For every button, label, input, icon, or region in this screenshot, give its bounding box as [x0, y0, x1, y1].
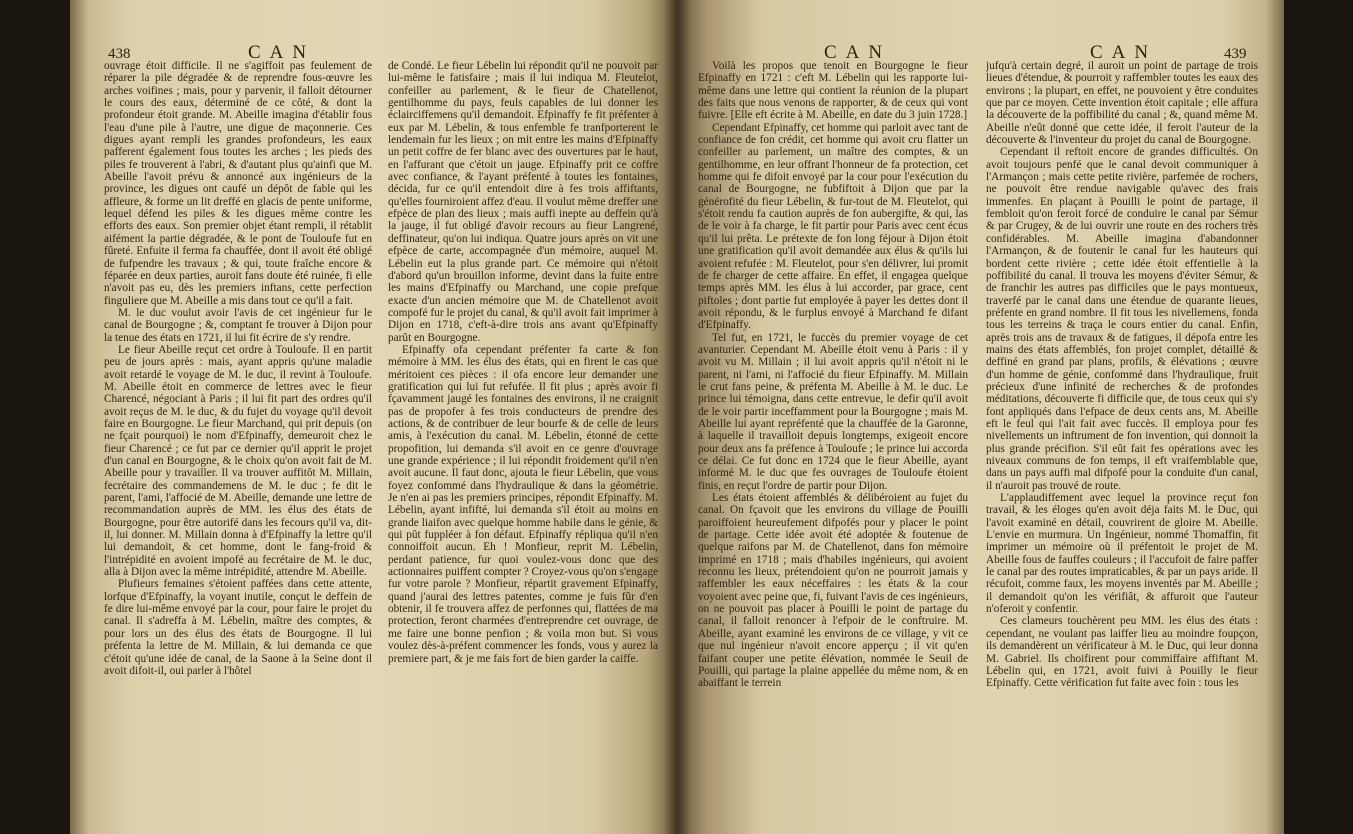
- background-right: [1284, 0, 1353, 834]
- paragraph: jufqu'à certain degré, il auroit un point de partage de trois lieues d'étendue, & pourroit y raffembler toutes les eaux des environs ; la plupart, en effet, ne pouvoient y être conduites que par ce moyen. Cette invention étoit capitale ; elle affura la découverte de la poffibilité du canal ; &, quand même M. Abeille n'eût donné que cette idée, il feroit l'auteur de la découverte & l'inventeur du projet du canal de Bourgogne.: [986, 60, 1258, 147]
- paragraph: Cependant Efpinaffy, cet homme qui parloit avec tant de confiance de fon crédit, cet homme qui avoit cru flatter un confeiller au parlement, un maître des comptes, & un gentilhomme, en leur offrant l'honneur de fa protection, cet homme qui fe difoit envoyé par la cour pour l'exécution du canal de Bourgogne, ne fubfiftoit à Dijon que par la générofité du fieur Lébelin, & fur-tout de M. Fleutelot, qui s'étoit rendu fa caution auprès de fon aubergifte, & qui, las de le voir à fa charge, le fit partir pour Paris avec cent écus qu'il lui prêta. Le prétexte de fon long féjour à Dijon étoit une gratification qu'il avoit demandée aux élus & qu'ils lui avoient refufée : M. Fleutelot, pour s'en délivrer, lui promit de fe charger de cette affaire. En effet, il engagea quelque temps après MM. les élus à lui accorder, par grace, cent piftoles ; dont partie fut employée à payer les dettes dont il avoit répondu, & le furplus envoyé à Marchand fe difant d'Efpinaffy.: [698, 121, 968, 332]
- paragraph: L'applaudiffement avec lequel la province reçut fon travail, & les éloges qu'en avoit déja faits M. le Duc, qui l'avoit examiné en détail, couvrirent de gloire M. Abeille. L'envie en murmura. Un Ingénieur, nommé Thomaffin, fit imprimer un mémoire où il préfentoit le projet de M. Abeille fous de fauffes couleurs ; il l'accufoit de faire paffer le canal par des routes impraticables, & par un pays aride. Il récufoit, comme faux, les moyens inventés par M. Abeille ; il demandoit qu'on les vérifiât, & affuroit que l'auteur n'oferoit y confentir.: [986, 492, 1258, 616]
- left-column-2: [388, 60, 658, 824]
- paragraph: ouvrage étoit difficile. Il ne s'agiffoit pas feulement de réparer la pile dégradée & de reprendre fous-œuvre les arches voifines ; mais, pour y parvenir, il falloit détourner le cours des eaux, déterminé de ce côté, & dont la profondeur étoit grande. M. Abeille imagina d'établir fous l'eau d'une pile à l'autre, une digue de maçonnerie. Ces digues ayant rempli les grandes profondeurs, les eaux pafferent également fous toutes les arches ; les pieds des piles fe trouverent à l'abri, & d'autant plus qu'ainfi que M. Abeille l'avoit prévu & annoncé aux ingénieurs de la province, les digues ont caufé un dépôt de fable qui les affleure, & forme un lit dreffé en glacis de pente uniforme, lequel défend les piles & les digues même contre les efforts des eaux. Son premier objet étant rempli, il rétablit aifément la partie dégradée, & le pont de Touloufe fut en fûreté. Enfuite il ferma fa chauffée, dont il avoit été obligé de fufpendre les travaux ; & qui, toute fraîche encore & féparée en deux parties, auroit fans doute été ruinée, fi elle n'avoit pas eu, dès les premiers inftans, cette perfection finguliere que M. Abeille a mis dans tout ce qu'il a fait.: [104, 60, 372, 307]
- paragraph: Les états étoient affemblés & délibéroient au fujet du canal. On fçavoit que les environs du village de Pouilli paroiffoient heureufement difpofés pour y placer le point de partage. Cette idée avoit été adoptée & foutenue de quelque raifons par M. de Chatellenot, dans fon mémoire imprimé en 1718 ; mais d'habiles ingénieurs, qui avoient reconnu les lieux, prétendoient qu'on ne pourroit jamais y raffembler les eaux néceffaires : les états & la cour voyoient avec peine que, fi, fuivant l'avis de ces ingénieurs, on ne pouvoit pas placer à Pouilli le point de partage du canal, il falloit renoncer à l'efpoir de le conftruire. M. Abeille, ayant examiné les environs de ce village, y vit ce que nul ingénieur n'avoit encore apperçu ; il vit qu'en faifant couper une petite élévation, nommée le Seuil de Pouilli, qui partage la plaine appellée du même nom, & en abaiffant le terrein: [698, 492, 968, 690]
- running-head-right-a: CAN: [824, 42, 892, 63]
- left-column-1: [104, 60, 372, 824]
- book-gutter: [664, 0, 690, 834]
- background-left: [0, 0, 70, 834]
- paragraph: Plufieurs femaines s'étoient paffées dans cette attente, lorfque d'Efpinaffy, la voyant inutile, conçut le deffein de fe dire lui-même envoyé par la cour, pour faire le projet du canal. Il s'adreffa à M. Lébelin, maître des comptes, & pour lors un des élus des états de Bourgogne. Il lui préfenta la lettre de M. Millain, & lui demanda ce que c'étoit qu'une idée de canal, de la Saone à la Seine dont il avoit difoit-il, oui parler à l'hôtel: [104, 578, 372, 677]
- right-column-2: [986, 60, 1258, 824]
- running-head-left: CAN: [248, 42, 316, 63]
- paragraph: Le fieur Abeille reçut cet ordre à Touloufe. Il en partit peu de jours après : mais, ayant appris qu'une maladie avoit retardé le voyage de M. le duc, il revint à Touloufe. M. Abeille étoit en commerce de lettres avec le fieur Charencé, négociant à Paris ; il lui fit part des ordres qu'il avoit reçus de M. le duc, & du fujet du voyage qu'il devoit faire en Bourgogne. Le fieur Marchand, qui prit depuis (on ne fçait pourquoi) le nom d'Efpinaffy, demeuroit chez le fieur Charencé ; ce fut par ce dernier qu'il apprit le projet d'un canal en Bourgogne, & le choix qu'on avoit fait de M. Abeille pour y travailler. Il va trouver auffitôt M. Millain, fecrétaire des commandemens de M. le duc ; fe dit le parent, l'ami, l'affocié de M. Abeille, demande une lettre de recommandation auprès de MM. les élus des états de Bourgogne, pour être autorifé dans les fecours qu'il va, dit-il, lui donner. M. Millain donna à d'Efpinaffy la lettre qu'il lui demandoit, & cet homme, dont le fang-froid & l'intrépidité en avoient impofé au fecrétaire de M. le duc, alla à Dijon avec la même intrépidité, attendre M. Abeille.: [104, 343, 372, 579]
- paragraph: Cependant il reftoit encore de grandes difficultés. On avoit toujours penfé que le canal devoit communiquer à l'Armançon ; mais cette petite rivière, parfemée de rochers, ne pouvoit être rendue navigable qu'avec des frais immenfes. En plaçant à Pouilli le point de partage, il fembloit qu'on feroit forcé de conduire le canal par Sémur & par Crugey, & de lui ouvrir une route en des rochers très confidérables. M. Abeille imagina d'abandonner l'Armançon, & de foutenir le canal fur les hauteurs qui bordent cette rivière ; cette idée étoit effentielle à la poffibilité du canal. Il trouva les moyens d'éviter Sémur, & de franchir les autres pas difficiles que le pays montueux, traverfé par le canal dans une étendue de quarante lieues, préfente en grand nombre. Il fit tous les nivellemens, fonda tous les terreins & traça le cours entier du canal. Enfin, après trois ans de travaux & de fatigues, il dépofa entre les mains des états affemblés, fon projet complet, détaillé & deffiné en grand par plans, profils, & élévations ; œuvre d'un homme de génie, confommé dans l'hydraulique, fruit précieux d'une infinité de recherches & de profondes méditations, découverte fi difficile que, de tous ceux qui s'y font appliqués dans l'efpace de deux cents ans, M. Abeille eft le feul qui l'ait fait avec fuccès. Il employa pour fes nivellements un inftrument de fon invention, qui donnoit la plus grande précifion. S'il eût fait fes opérations avec les niveaux communs de fon temps, il eft vraifemblable que, dans un pays auffi mal difpofé pour la conduite d'un canal, il n'auroit pas trouvé de route.: [986, 146, 1258, 492]
- paragraph: Ces clameurs touchèrent peu MM. les élus des états : cependant, ne voulant pas laiffer lieu au moindre foupçon, ils demandèrent un vérificateur à M. le Duc, qui leur donna M. Gabriel. Ils choifirent pour commiffaire affiftant M. Lébelin qui, en 1721, avoit fuivi à Pouilly le fieur Efpinaffy. Cette vérification fut faite avec foin : tous les: [986, 615, 1258, 690]
- paragraph: Tel fut, en 1721, le fuccès du premier voyage de cet avanturier. Cependant M. Abeille étoit venu à Paris : il y avoit vu M. Millain ; il lui avoit appris qu'il n'étoit ni le parent, ni l'ami, ni l'affocié du fieur Efpinaffy. M. Millain le crut fans peine, & préfenta M. Abeille à M. le duc. Le prince lui témoigna, dans cette entrevue, le defir qu'il avoit de le voir partir inceffamment pour la Bourgogne ; mais M. Abeille lui ayant repréfenté que la chauffée de la Garonne, à laquelle il travailloit depuis longtemps, exigeoit encore pour deux ans fa préfence à Touloufe ; le prince lui accorda ce délai. Ce fut donc en 1724 que le fieur Abeille, ayant informé M. le duc que fes ouvrages de Touloufe étoient finis, en reçut l'ordre de partir pour Dijon.: [698, 331, 968, 492]
- paragraph: M. le duc voulut avoir l'avis de cet ingénieur fur le canal de Bourgogne ; &, comptant fe trouver à Dijon pour la tenue des états en 1721, il lui fit écrire de s'y rendre.: [104, 306, 372, 344]
- paragraph: Voilà les propos que tenoit en Bourgogne le fieur Efpinaffy en 1721 : c'eft M. Lébelin qui les rapporte lui-même dans une lettre qui contient la réunion de la plupart des faits que nous venons de rapporter, & de ceux qui vont fuivre. [Elle eft écrite à M. Abeille, en date du 3 juin 1728.]: [698, 60, 968, 122]
- page-number-left: 438: [108, 46, 131, 62]
- right-column-1: [698, 60, 968, 824]
- running-head-right-b: CAN: [1090, 42, 1158, 63]
- left-page: [70, 0, 676, 834]
- paragraph: de Condé. Le fieur Lébelin lui répondit qu'il ne pouvoit par lui-même le fatisfaire ; mais il lui indiqua M. Fleutelot, confeiller au parlement, & le fieur de Chatellenot, gentilhomme du pays, feuls capables de lui donner les éclairciffemens qu'il demandoit. Efpinaffy fe fit préfenter à eux par M. Lébelin, & tous enfemble fe tranfporterent le lendemain fur les lieux ; on mit entre les mains d'Efpinaffy un petit coffre de fer blanc avec des ouvertures par le haut, en l'affurant que c'étoit un jauge. Efpinaffy prit ce coffre avec confiance, & l'ayant préfenté à toutes les fontaines, décida, fur ce qu'il entendoit dire à fes trois affiftants, qu'elles fourniroient affez d'eau. Il voulut même dreffer une efpèce de plan des lieux ; mais auffi inepte au deffein qu'à la jauge, il fut obligé d'avoir recours au fieur Langrené, deffinateur, qu'on lui indiqua. Quatre jours après on vit une efpèce de carte, accompagnée d'un mémoire, auquel M. Lébelin eut la plus grande part. Ce mémoire qui n'étoit d'abord qu'un brouillon informe, devint dans la fuite entre les mains d'Efpinaffy ou Marchand, une copie prefque exacte d'un ancien mémoire que M. de Chatellenot avoit compofé fur le projet du canal, & qu'il avoit fait imprimer à Dijon en 1718, c'eft-à-dire trois ans avant qu'Efpinaffy parût en Bourgogne.: [388, 60, 658, 344]
- right-page: [676, 0, 1284, 834]
- paragraph: Efpinaffy ofa cependant préfenter fa carte & fon mémoire à MM. les élus des états, qui en firent le cas que méritoient ces pièces : il ofa encore leur demander une gratification qui lui fut refufée. Il fit plus ; après avoir fi fçavamment jaugé les fontaines des environs, il ne craignit pas de propofer à fes trois conducteurs de prendre des actions, & de contribuer de leur bourfe & de celle de leurs amis, à l'exécution du canal. M. Lébelin, étonné de cette propofition, lui demanda s'il avoit en ce genre d'ouvrage une grande expérience ; il lui répondit froidement qu'il n'en avoit aucune. Il faut donc, ajouta le fieur Lébelin, que vous foyez confommé dans l'hydraulique & dans la géométrie. Je n'en ai pas les premiers principes, répondit Efpinaffy. M. Lébelin, ayant infifté, lui demanda s'il étoit au moins en grande liaifon avec quelque homme habile dans le génie, & qui pût fuppléer à fon défaut. Efpinaffy répliqua qu'il n'en connoiffoit aucun. Eh ! Monfieur, reprit M. Lébelin, perdant patience, fur quoi voulez-vous donc que des actionnaires puiffent compter ? Croyez-vous qu'on s'engage fur votre parole ? Monfieur, répartit gravement Efpinaffy, quand j'aurai des lettres patentes, comme je fuis fûr d'en obtenir, il fe trouvera affez de perfonnes qui, flattées de ma protection, feront charmées d'entreprendre cet ouvrage, de me faire une bonne penfion ; & voila mon but. Si vous voulez dès-à-préfent commencer les fonds, vous y aurez la premiere part, & je me fais fort de bien garder la caiffe.: [388, 343, 658, 665]
- page-number-right: 439: [1224, 46, 1247, 62]
